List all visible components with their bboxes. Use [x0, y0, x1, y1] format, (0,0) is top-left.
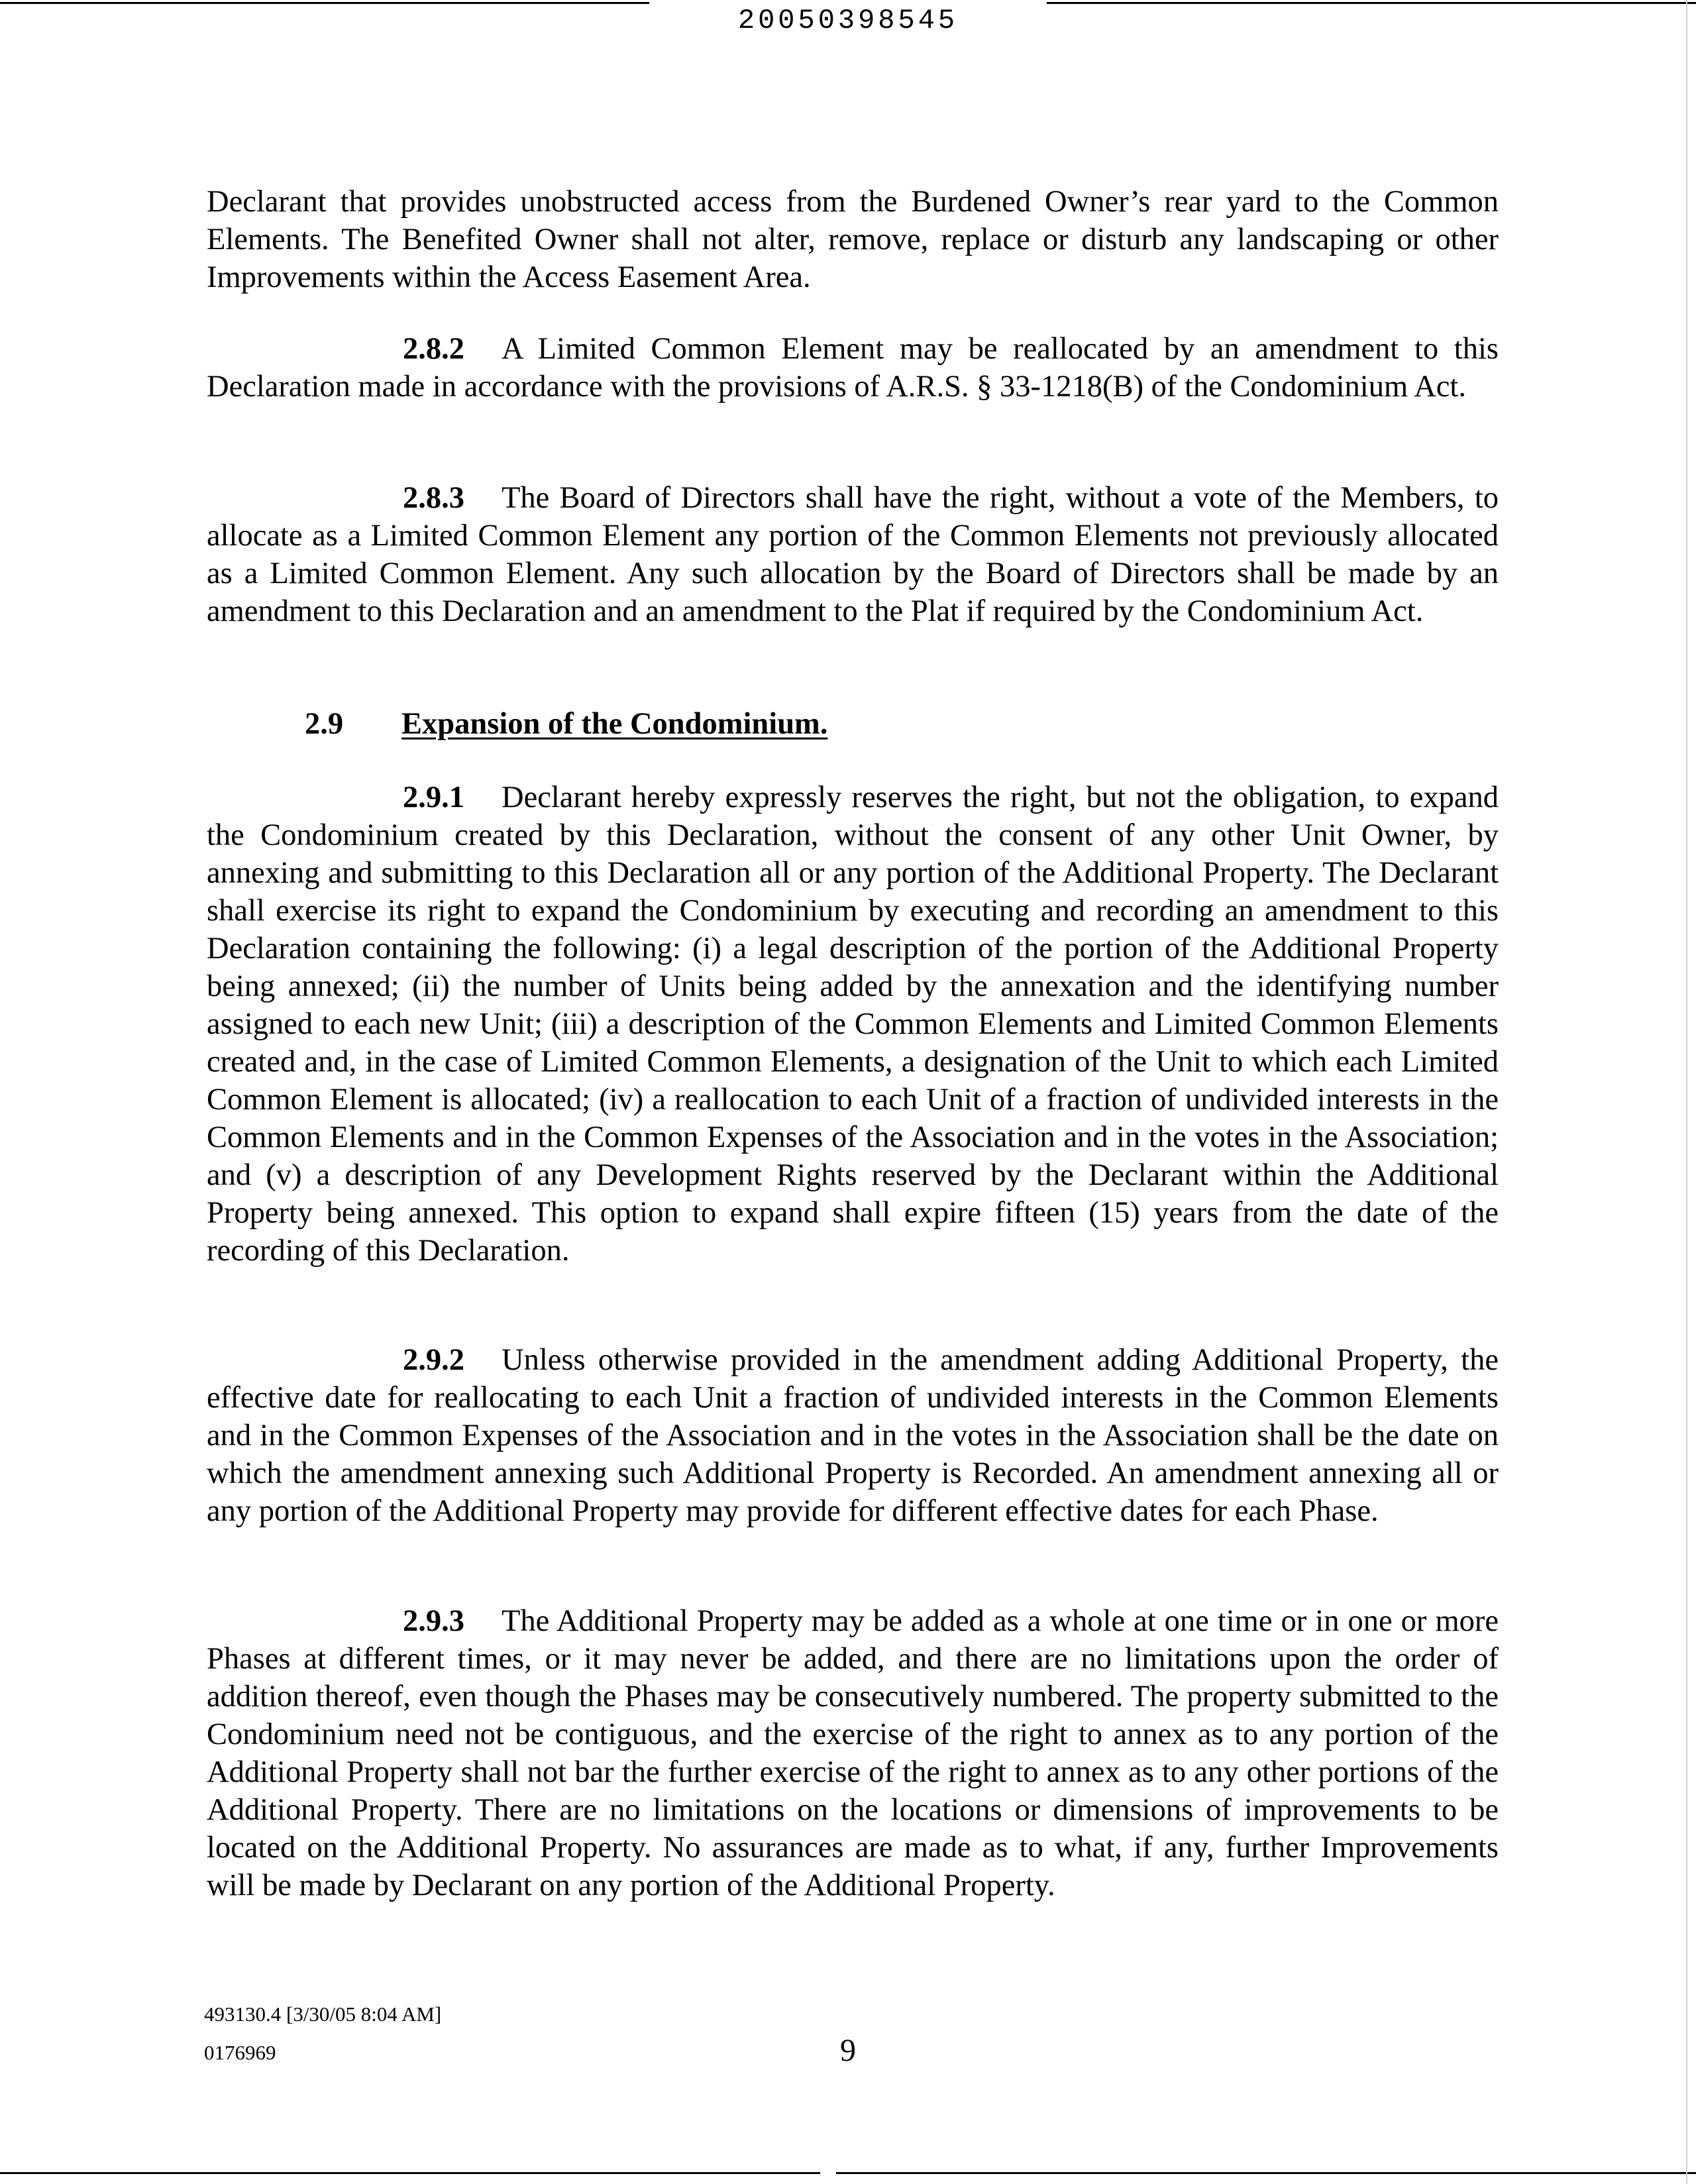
- paragraph-text: A Limited Common Element may be reallocated by an amendment to this Declaration made in accordance with the provisions of A.R.S. § 33-1218(B) of the Condominium Act.: [207, 332, 1499, 404]
- paragraph-2-8-2: [207, 330, 1499, 406]
- section-number: 2.9.3: [403, 1604, 464, 1638]
- footer-document-reference: 493130.4 [3/30/05 8:04 AM]: [204, 2002, 442, 2026]
- paragraph-2-9-2: [207, 1341, 1499, 1530]
- paragraph-continued: [207, 183, 1499, 296]
- paragraph-text: The Board of Directors shall have the right, without a vote of the Members, to allocate as a Limited Common Element any portion of the Common Elements not previously allocated as a Limited Common Element. Any such allocation by the Board of Directors shall be made by an amendment to this Declaration and an amendment to the Plat if required by the Condominium Act.: [207, 481, 1499, 628]
- footer-client-number: 0176969: [204, 2041, 276, 2064]
- paragraph-text: The Additional Property may be added as a whole at one time or in one or more Phases at different times, or it may never be added, and there are no limitations upon the order of addition thereof, even though the Phases may be consecutively numbered. The property submitted to the Condominium need not be contiguous, and the exercise of the right to annex as to any portion of the Additional Property shall not bar the further exercise of the right to annex as to any other portions of the Additional Property. There are no limitations on the locations or dimensions of improvements to be located on the Additional Property. No assurances are made as to what, if any, further Improvements will be made by Declarant on any portion of the Additional Property.: [207, 1604, 1499, 1902]
- section-number: 2.9: [305, 707, 344, 741]
- section-number: 2.8.2: [403, 332, 464, 366]
- paragraph-text: Declarant that provides unobstructed access from the Burdened Owner’s rear yard to the Common Elements. The Benefited Owner shall not alter, remove, replace or disturb any landscaping or other Improvements within the Access Easement Area.: [207, 185, 1499, 294]
- section-title: Expansion of the Condominium.: [401, 707, 828, 741]
- bottom-right-scan-line: [836, 2172, 1696, 2174]
- paragraph-text: Declarant hereby expressly reserves the right, but not the obligation, to expand the Condominium created by this Declaration, without the consent of any other Unit Owner, by annexing and submitting to this Declaration all or any portion of the Additional Property. The Declarant shall exercise its right to expand the Condominium by executing and recording an amendment to this Declaration containing the following: (i) a legal description of the portion of the Additional Property being annexed; (ii) the number of Units being added by the annexation and the identifying number assigned to each new Unit; (iii) a description of the Common Elements and Limited Common Elements created and, in the case of Limited Common Elements, a designation of the Unit to which each Limited Common Element is allocated; (iv) a reallocation to each Unit of a fraction of undivided interests in the Common Elements and in the Common Expenses of the Association and in the votes in the Association; and (v) a description of any Development Rights reserved by the Declarant within the Additional Property being annexed. This option to expand shall expire fifteen (15) years from the date of the recording of this Declaration.: [207, 781, 1499, 1268]
- paragraph-text: Unless otherwise provided in the amendment adding Additional Property, the effective date for reallocating to each Unit a fraction of undivided interests in the Common Elements and in the Common Expenses of the Association and in the votes in the Association shall be the date on which the amendment annexing such Additional Property is Recorded. An amendment annexing all or any portion of the Additional Property may provide for different effective dates for each Phase.: [207, 1343, 1499, 1528]
- section-number: 2.9.1: [403, 781, 464, 814]
- paragraph-2-9-3: [207, 1602, 1499, 1904]
- page-number: 9: [840, 2033, 856, 2068]
- paragraph-2-8-3: [207, 479, 1499, 630]
- section-number: 2.9.2: [403, 1343, 464, 1377]
- bottom-left-scan-line: [0, 2172, 820, 2174]
- paragraph-2-9-1: [207, 779, 1499, 1270]
- right-edge-scan-line: [1686, 0, 1687, 2184]
- section-number: 2.8.3: [403, 481, 464, 515]
- recording-document-number: 20050398545: [737, 5, 959, 36]
- section-heading-2-9: [305, 705, 827, 743]
